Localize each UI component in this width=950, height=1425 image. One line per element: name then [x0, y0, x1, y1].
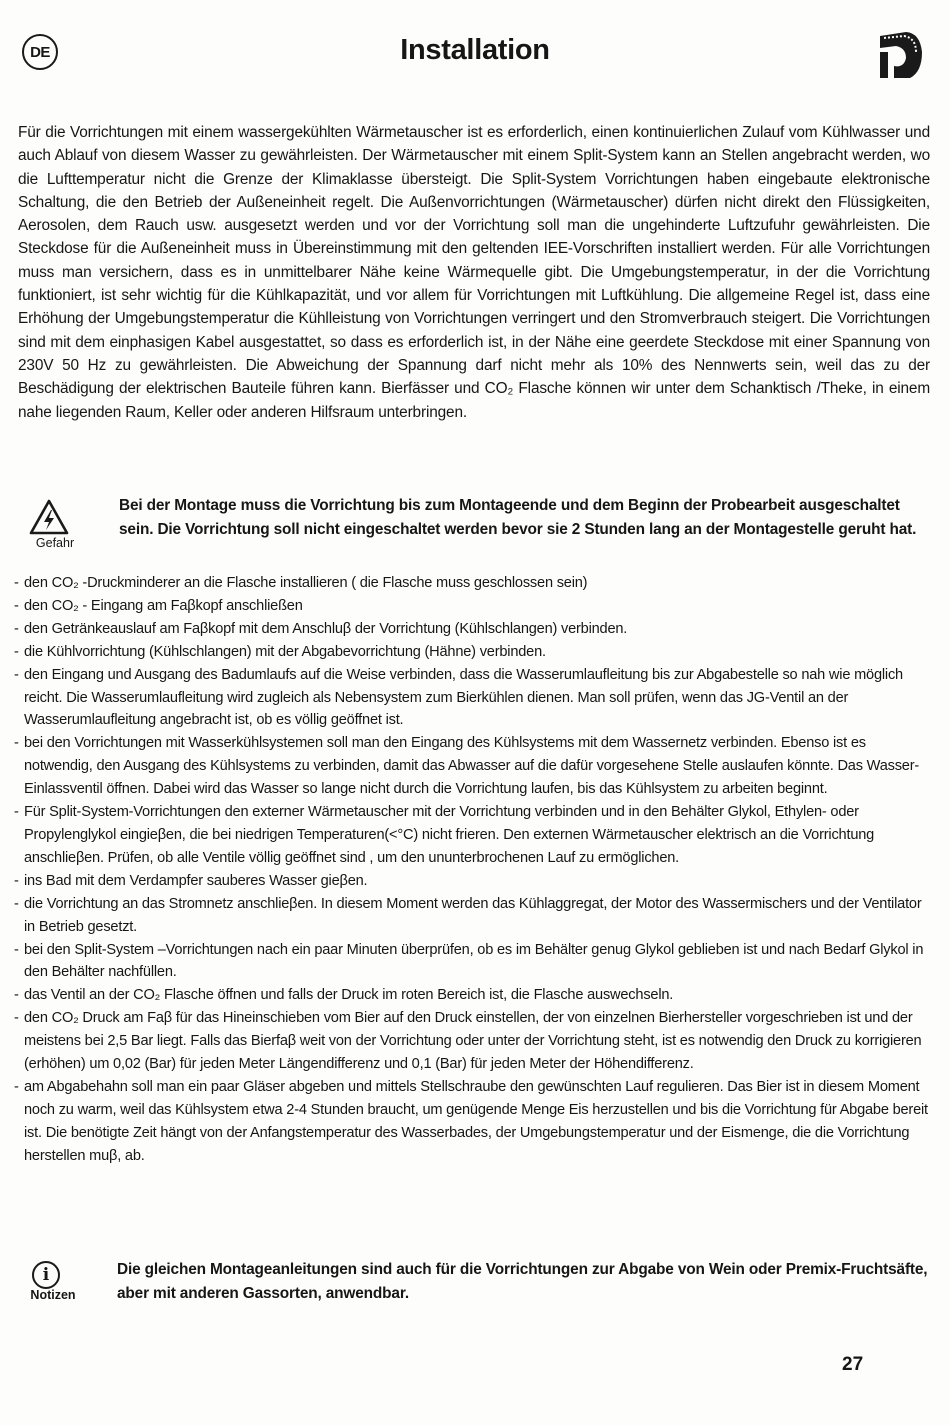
installation-steps [14, 572, 930, 1168]
step-text: den Eingang und Ausgang des Badumlaufs auf die Weise verbinden, dass die Wasserumlaufleitung bis zur Abgabestelle so nah wie möglich reicht. Die Wasserumlaufleitung wird zugleich als Nebensystem zum Bierkühlen dienen. Man soll prüfen, wenn das JG-Ventil an der Wasserumlaufleitung angebracht ist, ob es völlig geöffnet ist. [24, 666, 903, 729]
list-item: - am Abgabehahn soll man ein paar Gläser abgeben und mittels Stellschraube den gewünschten Lauf regulieren. Das Bier ist in diesem Moment noch zu warm, weil das Kühlsystem etwa 2-4 Stunden braucht, um genügende Menge Eis herzustellen und bis die Vorrichtung für Abgabe bereit ist. Die benötigte Zeit hängt von der Anfangstemperatur des Wasserbades, der Umgebungstemperatur und der Eismenge, die die Vorrichtung herstellen muβ, ab. [14, 1078, 928, 1164]
warning-block [18, 494, 930, 566]
step-text: ins Bad mit dem Verdampfer sauberes Wasser gieβen. [24, 872, 368, 889]
note-label: Notizen [30, 1288, 76, 1302]
list-item: - den CO₂ -Druckminderer an die Flasche installieren ( die Flasche muss geschlossen sein) [14, 575, 588, 591]
page-number: 27 [842, 1354, 864, 1375]
list-item: - den CO₂ Druck am Faβ für das Hineinschieben vom Bier auf den Druck einstellen, der von einzelnen Bierhersteller vorgeschrieben ist und der meistens bei 2,5 Bar liegt. Falls das Bierfaβ weit von der Vorrichtung oder unter der Vorrichtung steht, ist es notwendig den Druck zu korrigieren (erhöhen) um 0,02 (Bar) für jeden Meter Längendifferenz und 0,1 (Bar) für jeden Meter der Höhendifferenz. [14, 1010, 922, 1073]
step-text: Für Split-System-Vorrichtungen den externer Wärmetauscher mit der Vorrichtung verbinden und in den Behälter Glykol, Ethylen- oder Propylenglykol eingieβen, die bei niedrigen Temperaturen(<°C) nicht frieren. Den externen Wärmetauscher elektrisch an die Vorrichtung anschlieβen. Prüfen, ob alle Ventile völlig geöffnet sind , um den ununterbrochenen Lauf zu ermöglichen. [24, 804, 875, 866]
warning-label: Gefahr [35, 536, 75, 550]
list-item: - bei den Vorrichtungen mit Wasserkühlsystemen soll man den Eingang des Kühlsystems mit dem Wassernetz verbinden. Ebenso ist es notwendig, den Ausgang des Kühlsystems zu verbinden, damit das Abwasser auf die dafür vorgesehene Stelle auslaufen könnte. Das Wasser-Einlassventil öffnen. Dabei wird das Wasser so lange nicht durch die Vorrichtung laufen, bis das Kühlsystem zu arbeiten beginnt. [14, 735, 920, 798]
list-item: - die Kühlvorrichtung (Kühlschlangen) mit der Abgabevorrichtung (Hähne) verbinden. [14, 643, 546, 660]
language-code: DE [30, 43, 50, 61]
list-item: - den CO₂ - Eingang am Faβkopf anschließen [14, 597, 303, 614]
list-item: - den Eingang und Ausgang des Badumlaufs auf die Weise verbinden, dass die Wasserumlaufleitung bis zur Abgabestelle so nah wie möglich reicht. Die Wasserumlaufleitung wird zugleich als Nebensystem zum Bierkühlen dienen. Man soll prüfen, wenn das JG-Ventil an der Wasserumlaufleitung angebracht ist, ob es völlig geöffnet ist. [14, 666, 903, 729]
step-text: den CO₂ -Druckminderer an die Flasche installieren ( die Flasche muss geschlossen sein) [24, 575, 588, 591]
intro-text: Für die Vorrichtungen mit einem wassergekühlten Wärmetauscher ist es erforderlich, einen kontinuierlichen Zulauf vom Kühlwasser und auch Ablauf von diesem Wasser zu gewährleisten. Der Wärmetauscher mit einem Split-System kann an Stellen angebracht werden, wo die Lufttemperatur nicht die Grenze der Klimaklasse übersteigt. Die Split-System Vorrichtungen haben eingebaute elektronische Schaltung, die den Betrieb der Außeneinheit regelt. Die Außenvorrichtungen (Wärmetauscher) dürfen nicht direkt den Flüssigkeiten, Aerosolen, dem Rauch usw. ausgesetzt werden und vor der Vorrichtung soll man die ungehinderte Luftzufuhr gewährleisten. Die Steckdose für die Außeneinheit muss in Übereinstimmung mit den geltenden IEE-Vorschriften installiert werden. Für alle Vorrichtungen muss man versichern, dass es in unmittelbarer Nähe keine Wärmequelle gibt. Die Umgebungstemperatur, in der die Vorrichtung funktioniert, ist sehr wichtig für die Kühlkapazität, und vor allem für Vorrichtungen mit Luftkühlung. Die allgemeine Regel ist, dass eine Erhöhung der Umgebungstemperatur die Kühlleistung von Vorrichtungen verringert und den Stromverbrauch steigert. Die Vorrichtungen sind mit dem einphasigen Kabel ausgestattet, so dass es erforderlich ist, in der Nähe eine geerdete Steckdose mit einer Spannung von 230V 50 Hz zu gewährleisten. Die Abweichung der Spannung darf nicht mehr als 10% des Nennwerts sein, weil das zu der Beschädigung der elektrischen Bauteile führen kann. Bierfässer und CO₂ Flasche können wir unter dem Schanktisch /Theke, in einem nahe liegenden Raum, Keller oder anderen Hilfsraum unterbringen. [18, 124, 930, 421]
step-text: am Abgabehahn soll man ein paar Gläser abgeben und mittels Stellschraube den gewünschten Lauf regulieren. Das Bier ist in diesem Moment noch zu warm, weil das Kühlsystem etwa 2-4 Stunden braucht, um genügende Menge Eis herzustellen und bis die Vorrichtung für Abgabe bereit ist. Die benötigte Zeit hängt von der Anfangstemperatur des Wasserbades, der Umgebungstemperatur und der Eismenge, die die Vorrichtung herstellen muβ, ab. [24, 1078, 928, 1164]
note-text: Die gleichen Montageanleitungen sind auch für die Vorrichtungen zur Abgabe von Wein oder Premix-Fruchtsäfte, aber mit anderen Gassorten, anwendbar. [117, 1261, 928, 1302]
electric-hazard-icon [29, 499, 69, 535]
corner-badge-icon [876, 28, 926, 82]
page-header [0, 22, 950, 84]
step-text: bei den Vorrichtungen mit Wasserkühlsystemen soll man den Eingang des Kühlsystems mit dem Wassernetz verbinden. Ebenso ist es notwendig, den Ausgang des Kühlsystems zu verbinden, damit das Abwasser auf die dafür vorgesehene Stelle auslaufen könnte. Das Wasser-Einlassventil öffnen. Dabei wird das Wasser so lange nicht durch die Vorrichtung laufen, bis das Kühlsystem zu arbeiten beginnt. [24, 735, 920, 798]
step-text: das Ventil an der CO₂ Flasche öffnen und falls der Druck im roten Bereich ist, die Flasche auswechseln. [24, 987, 674, 1004]
info-glyph: i [42, 1265, 50, 1285]
intro-paragraph [18, 121, 930, 424]
list-item: - die Vorrichtung an das Stromnetz anschlieβen. In diesem Moment werden das Kühlaggregat, der Motor des Wassermischers und der Ventilator in Betrieb gesetzt. [14, 895, 922, 935]
step-text: bei den Split-System –Vorrichtungen nach ein paar Minuten überprüfen, ob es im Behälter genug Glykol geblieben ist und nach Bedarf Glykol in den Behälter nachfüllen. [24, 941, 924, 981]
step-text: den Getränkeauslauf am Faβkopf mit dem Anschluβ der Vorrichtung (Kühlschlangen) verbinden. [24, 620, 628, 637]
list-item: - Für Split-System-Vorrichtungen den externer Wärmetauscher mit der Vorrichtung verbinden und in den Behälter Glykol, Ethylen- oder Propylenglykol eingieβen, die bei niedrigen Temperaturen(<°C) nicht frieren. Den externen Wärmetauscher elektrisch an die Vorrichtung anschlieβen. Prüfen, ob alle Ventile völlig geöffnet sind , um den ununterbrochenen Lauf zu ermöglichen. [14, 804, 875, 866]
step-text: die Kühlvorrichtung (Kühlschlangen) mit der Abgabevorrichtung (Hähne) verbinden. [24, 643, 546, 660]
list-item: - den Getränkeauslauf am Faβkopf mit dem Anschluβ der Vorrichtung (Kühlschlangen) verbinden. [14, 620, 628, 637]
step-text: die Vorrichtung an das Stromnetz anschlieβen. In diesem Moment werden das Kühlaggregat, der Motor des Wassermischers und der Ventilator in Betrieb gesetzt. [24, 895, 922, 935]
warning-text: Bei der Montage muss die Vorrichtung bis zum Montageende und dem Beginn der Probearbeit ausgeschaltet sein. Die Vorrichtung soll nicht eingeschaltet werden bevor sie 2 Stunden lang an der Montagestelle geruht hat. [119, 497, 917, 538]
step-text: den CO₂ Druck am Faβ für das Hineinschieben vom Bier auf den Druck einstellen, der von einzelnen Bierhersteller vorgeschrieben ist und der meistens bei 2,5 Bar liegt. Falls das Bierfaβ weit von der Vorrichtung oder unter der Vorrichtung steht, ist es notwendig den Druck zu korrigieren (erhöhen) um 0,02 (Bar) für jeden Meter Längendifferenz und 0,1 (Bar) für jeden Meter der Höhendifferenz. [24, 1010, 922, 1073]
list-item: - bei den Split-System –Vorrichtungen nach ein paar Minuten überprüfen, ob es im Behälter genug Glykol geblieben ist und nach Bedarf Glykol in den Behälter nachfüllen. [14, 941, 924, 981]
list-item: - das Ventil an der CO₂ Flasche öffnen und falls der Druck im roten Bereich ist, die Flasche auswechseln. [14, 987, 674, 1004]
list-item: - ins Bad mit dem Verdampfer sauberes Wasser gieβen. [14, 872, 368, 889]
step-text: den CO₂ - Eingang am Faβkopf anschließen [24, 597, 303, 614]
info-icon [32, 1261, 60, 1289]
page-title: Installation [400, 34, 550, 66]
note-block [18, 1258, 930, 1308]
